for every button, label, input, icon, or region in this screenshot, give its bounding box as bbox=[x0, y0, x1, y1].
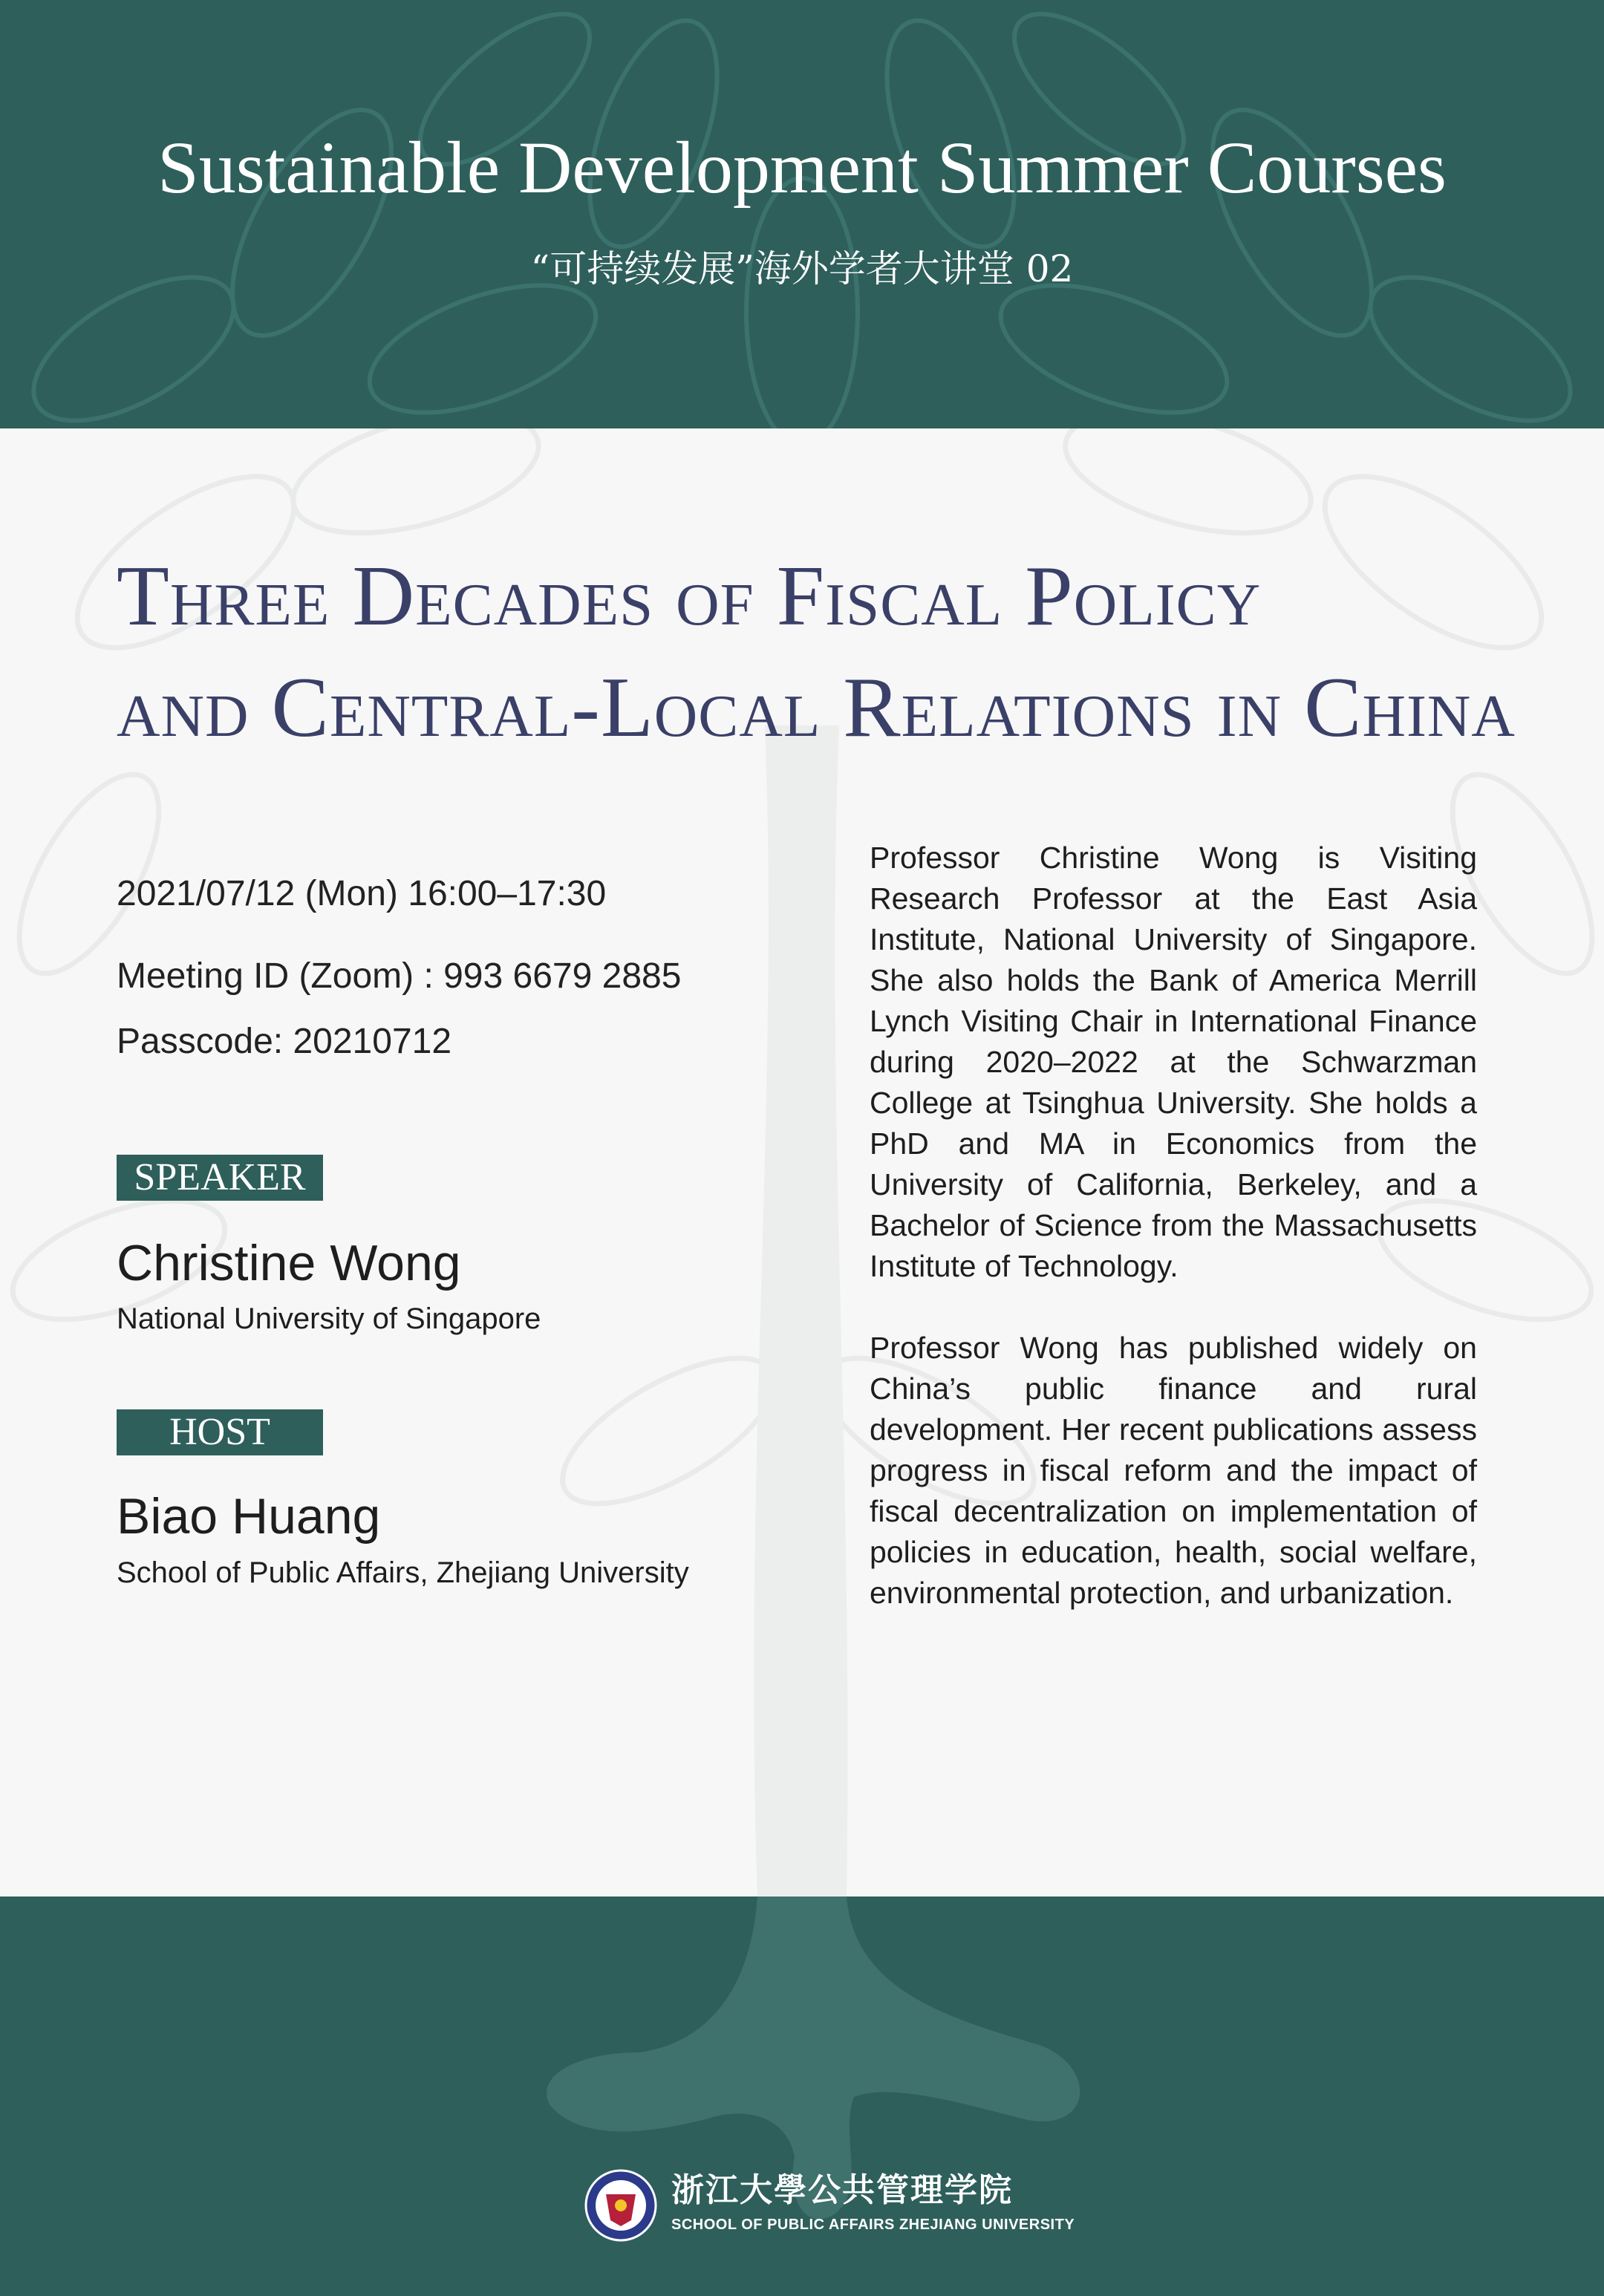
host-tag: HOST bbox=[117, 1409, 323, 1455]
leaf-pattern-decoration bbox=[0, 0, 1604, 428]
header-band bbox=[0, 0, 1604, 428]
speaker-name: Christine Wong bbox=[117, 1235, 461, 1291]
university-seal-icon bbox=[584, 2168, 658, 2243]
speaker-bio bbox=[870, 838, 1477, 1654]
bio-paragraph-1: Professor Christine Wong is Visiting Research Professor at the East Asia Institute, National University of Singapore. She also holds the Bank of America Merrill Lynch Visiting Chair in International Finance during 2020–2022 at the Schwarzman College at Tsinghua University. She holds a PhD and MA in Economics from the University of California, Berkeley, and a Bachelor of Science from the Massachusetts Institute of Technology. bbox=[870, 841, 1477, 1283]
school-logo bbox=[584, 2168, 1075, 2243]
meeting-id: Meeting ID (Zoom) : 993 6679 2885 bbox=[117, 956, 682, 996]
speaker-tag: SPEAKER bbox=[117, 1155, 323, 1201]
host-name: Biao Huang bbox=[117, 1488, 381, 1545]
speaker-affiliation: National University of Singapore bbox=[117, 1302, 541, 1335]
host-affiliation: School of Public Affairs, Zhejiang University bbox=[117, 1556, 689, 1589]
passcode: Passcode: 20210712 bbox=[117, 1022, 452, 1061]
event-datetime: 2021/07/12 (Mon) 16:00–17:30 bbox=[117, 874, 607, 913]
series-title: Sustainable Development Summer Courses bbox=[157, 126, 1447, 209]
talk-title-line-2: and Central-Local Relations in China bbox=[117, 660, 1516, 755]
bio-paragraph-2: Professor Wong has published widely on China’s public finance and rural development. Her recent publications assess progress in fiscal reform and the impact of fiscal decentralization on implementation of policies in education, health, social welfare, environmental protection, and urbanization. bbox=[870, 1331, 1477, 1610]
talk-title bbox=[117, 541, 1528, 763]
school-name-cn: 浙江大學公共管理学院 bbox=[671, 2171, 1013, 2209]
talk-title-line-1: Three Decades of Fiscal Policy bbox=[117, 549, 1262, 644]
series-subtitle: “可持续发展”海外学者大讲堂 02 bbox=[530, 247, 1074, 290]
school-name-en: SCHOOL OF PUBLIC AFFAIRS ZHEJIANG UNIVERSITY bbox=[671, 2217, 1075, 2233]
